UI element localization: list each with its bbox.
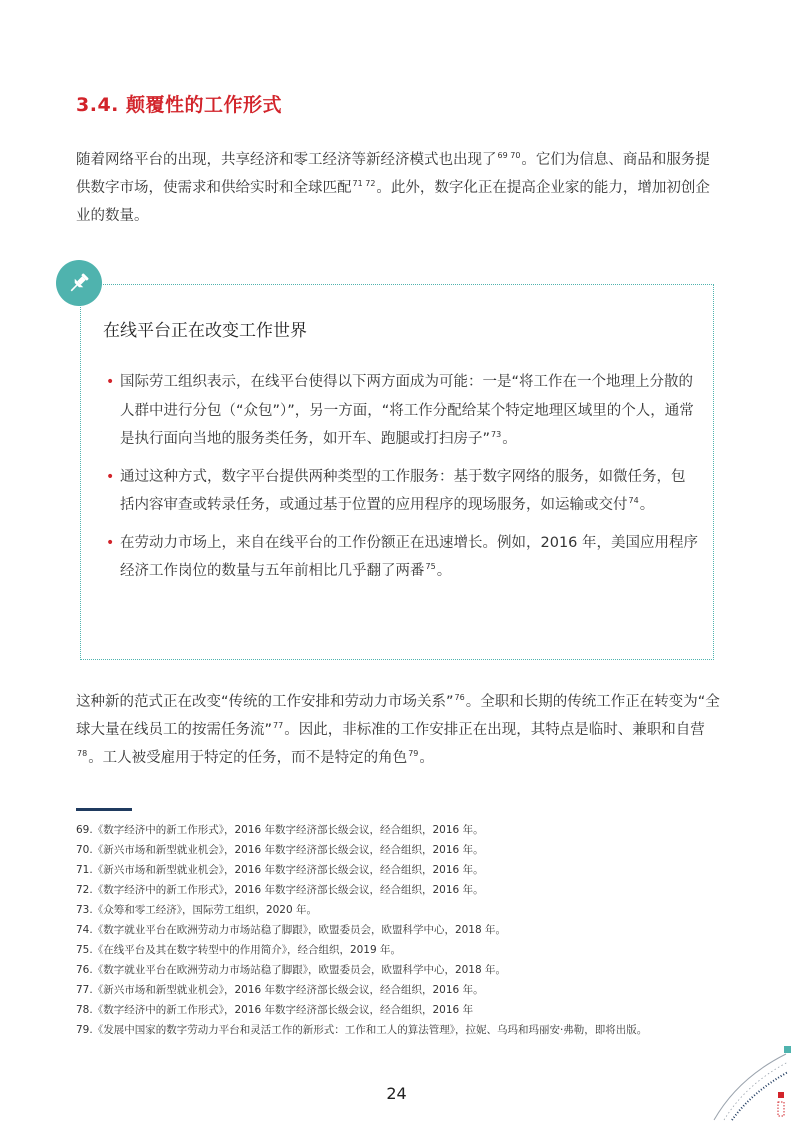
- footnote-item: 73.《众筹和零工经济》，国际劳工组织，2020 年。: [76, 904, 318, 916]
- footnote-item: 72.《数字经济中的新工作形式》，2016 年数字经济部长级会议，经合组织，2016 年。: [76, 884, 484, 896]
- intro-text-3: 。此外，数字化正在提高企业家的能力，增加初创企业的数量。: [76, 180, 710, 224]
- bullet-end: 。: [502, 431, 517, 447]
- footnote-ref[interactable]: 79: [408, 749, 419, 758]
- bullet-item: [104, 368, 698, 454]
- bullet-end: 。: [639, 497, 655, 513]
- footnote-item: 78.《数字经济中的新工作形式》，2016 年数字经济部长级会议，经合组织，2016 年: [76, 1004, 474, 1016]
- page-number: 24: [386, 1084, 407, 1103]
- footnote-item: 76.《数字就业平台在欧洲劳动力市场站稳了脚跟》，欧盟委员会，欧盟科学中心，2018 年。: [76, 964, 507, 976]
- bullet-text: 国际劳工组织表示，在线平台使得以下两方面成为可能：一是“将工作在一个地理上分散的人群中进行分包（“众包”）”，另一方面，“将工作分配给某个特定地理区域里的个人，通常是执行面向当地的服务类任务，如开车、跑腿或打扫房子”: [120, 374, 694, 447]
- bullet-item: [104, 529, 698, 586]
- footnote-list: [76, 820, 736, 1040]
- callout-bullet-list: [104, 368, 698, 595]
- closing-text-4: 。工人被受雇用于特定的任务，而不是特定的角色: [88, 750, 408, 766]
- footnote-divider: [76, 808, 132, 811]
- bullet-dot-icon: •: [106, 374, 115, 390]
- bullet-dot-icon: •: [106, 468, 115, 485]
- closing-paragraph: [76, 688, 720, 772]
- footnote-item: 69.《数字经济中的新工作形式》，2016 年数字经济部长级会议，经合组织，2016 年。: [76, 824, 484, 836]
- footnote-item: 71.《新兴市场和新型就业机会》，2016 年数字经济部长级会议，经合组织，2016 年。: [76, 864, 484, 876]
- section-title: 3.4. 颠覆性的工作形式: [76, 94, 282, 116]
- corner-decoration: [708, 1040, 793, 1122]
- footnote-item: 70.《新兴市场和新型就业机会》，2016 年数字经济部长级会议，经合组织，2016 年。: [76, 844, 484, 856]
- footnote-ref[interactable]: 71 72: [352, 179, 376, 188]
- pushpin-icon: [56, 260, 102, 306]
- footnote-ref[interactable]: 78: [77, 749, 88, 758]
- closing-text-1: 这种新的范式正在改变“传统的工作安排和劳动力市场关系”: [76, 694, 454, 710]
- footnote-item: 74.《数字就业平台在欧洲劳动力市场站稳了脚跟》，欧盟委员会，欧盟科学中心，2018 年。: [76, 924, 507, 936]
- bullet-dot-icon: •: [106, 534, 115, 551]
- footnote-ref[interactable]: 73: [491, 430, 502, 439]
- bullet-end: 。: [436, 563, 452, 579]
- callout-title: 在线平台正在改变工作世界: [103, 321, 307, 341]
- closing-text-3: 。因此，非标准的工作安排正在出现，其特点是临时、兼职和自营: [284, 722, 705, 738]
- footnote-item: 77.《新兴市场和新型就业机会》，2016 年数字经济部长级会议，经合组织，2016 年。: [76, 984, 484, 996]
- footnote-item: 75.《在线平台及其在数字转型中的作用简介》，经合组织，2019 年。: [76, 944, 402, 956]
- footnote-ref[interactable]: 76: [454, 693, 465, 702]
- bullet-item: [104, 463, 698, 520]
- footnote-item: 79.《发展中国家的数字劳动力平台和灵活工作的新形式：工作和工人的算法管理》，拉妮、乌玛和玛丽安·弗勒，即将出版。: [76, 1024, 648, 1036]
- footnote-ref[interactable]: 75: [425, 562, 436, 571]
- intro-paragraph: [76, 146, 720, 230]
- intro-text-1: 随着网络平台的出现，共享经济和零工经济等新经济模式也出现了: [76, 152, 497, 168]
- closing-text-5: 。: [419, 750, 434, 766]
- bullet-text: 在劳动力市场上，来自在线平台的工作份额正在迅速增长。例如，2016 年，美国应用程序经济工作岗位的数量与五年前相比几乎翻了两番: [120, 534, 699, 579]
- footnote-ref[interactable]: 69 70: [497, 151, 521, 160]
- intro-text-2: 。它们为信息、商品和服务提供数字市场，使需求和供给实时和全球匹配: [76, 152, 710, 196]
- footnote-ref[interactable]: 77: [273, 721, 284, 730]
- footnote-ref[interactable]: 74: [628, 496, 639, 505]
- bullet-text: 通过这种方式，数字平台提供两种类型的工作服务：基于数字网络的服务，如微任务，包括内容审查或转录任务，或通过基于位置的应用程序的现场服务，如运输或交付: [120, 468, 686, 513]
- closing-text-2: 。全职和长期的传统工作正在转变为“全球大量在线员工的按需任务流”: [76, 694, 720, 738]
